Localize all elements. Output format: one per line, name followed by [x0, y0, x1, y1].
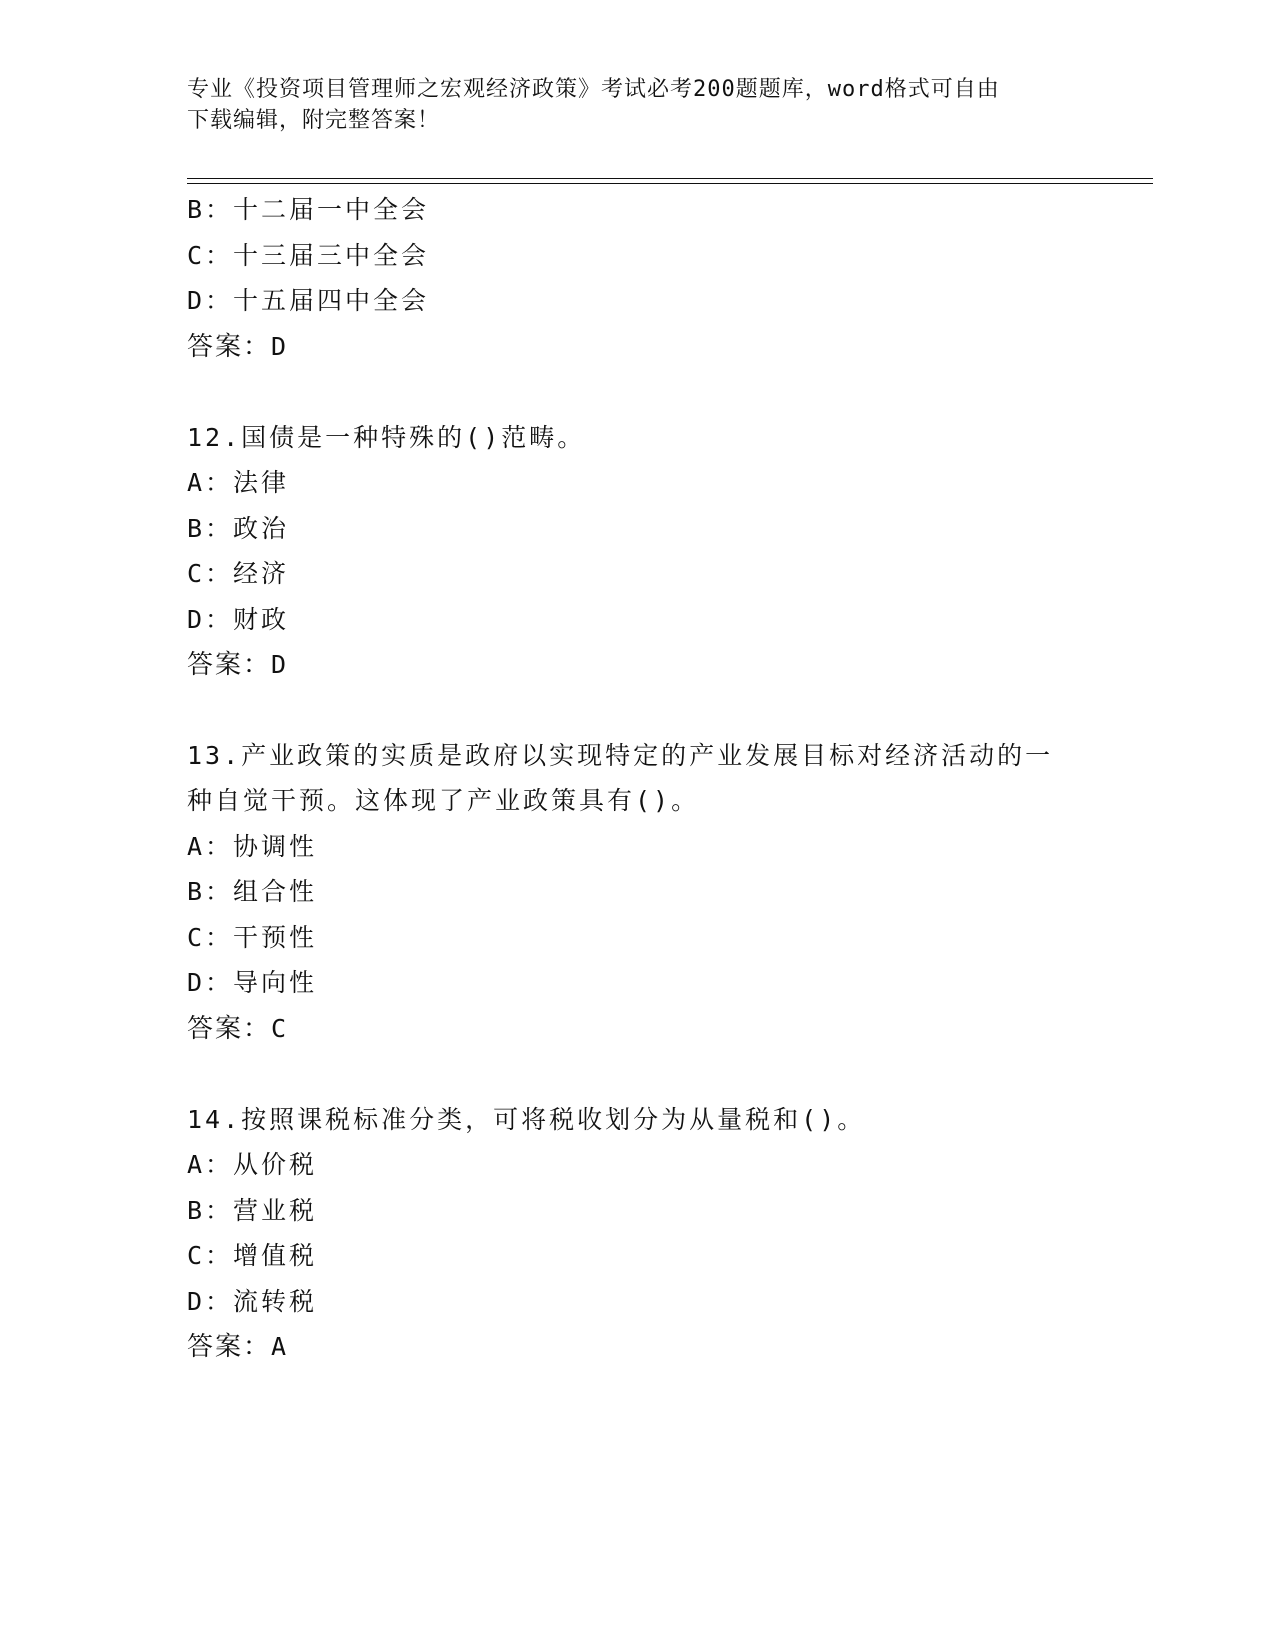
q14-answer	[187, 1331, 288, 1363]
q13-option-b: B：组合性	[187, 877, 318, 906]
q12-option-a: A：法律	[187, 468, 290, 497]
header-line-1: 专业《投资项目管理师之宏观经济政策》考试必考200题题库，word格式可自由	[187, 77, 1000, 102]
q12-question: 12.国债是一种特殊的()范畴。	[187, 423, 586, 452]
q12-answer-value: D	[271, 650, 289, 679]
q11-answer-label: 答案：	[187, 332, 272, 362]
q14-option-d: D：流转税	[187, 1287, 318, 1316]
q12-option-d: D：财政	[187, 605, 290, 634]
header-divider-bottom	[187, 183, 1153, 184]
q14-option-c: C：增值税	[187, 1241, 318, 1270]
q14-answer-label: 答案：	[187, 1332, 272, 1362]
q13-option-a: A：协调性	[187, 832, 318, 861]
q12-answer-label: 答案：	[187, 650, 272, 680]
q11-option-b: B：十二届一中全会	[187, 195, 430, 224]
q12-answer	[187, 649, 288, 681]
q11-option-d: D：十五届四中全会	[187, 286, 430, 315]
q14-answer-value: A	[271, 1332, 289, 1361]
q13-answer-value: C	[271, 1014, 289, 1043]
header-divider-top	[187, 178, 1153, 179]
q13-question-line-1: 13.产业政策的实质是政府以实现特定的产业发展目标对经济活动的一	[187, 741, 1054, 770]
q11-answer	[187, 331, 288, 363]
q13-option-c: C：干预性	[187, 923, 318, 952]
q14-question: 14.按照课税标准分类，可将税收划分为从量税和()。	[187, 1105, 866, 1134]
header-line-2: 下载编辑，附完整答案！	[187, 108, 441, 133]
q13-answer-label: 答案：	[187, 1014, 272, 1044]
q14-option-b: B：营业税	[187, 1196, 318, 1225]
q11-option-c: C：十三届三中全会	[187, 241, 430, 270]
q13-option-d: D：导向性	[187, 968, 318, 997]
q13-question-line-2: 种自觉干预。这体现了产业政策具有()。	[187, 786, 700, 815]
q12-option-c: C：经济	[187, 559, 290, 588]
document-header	[187, 74, 1067, 136]
q13-answer	[187, 1013, 288, 1045]
q14-option-a: A：从价税	[187, 1150, 318, 1179]
q12-option-b: B：政治	[187, 514, 290, 543]
q11-answer-value: D	[271, 332, 289, 361]
